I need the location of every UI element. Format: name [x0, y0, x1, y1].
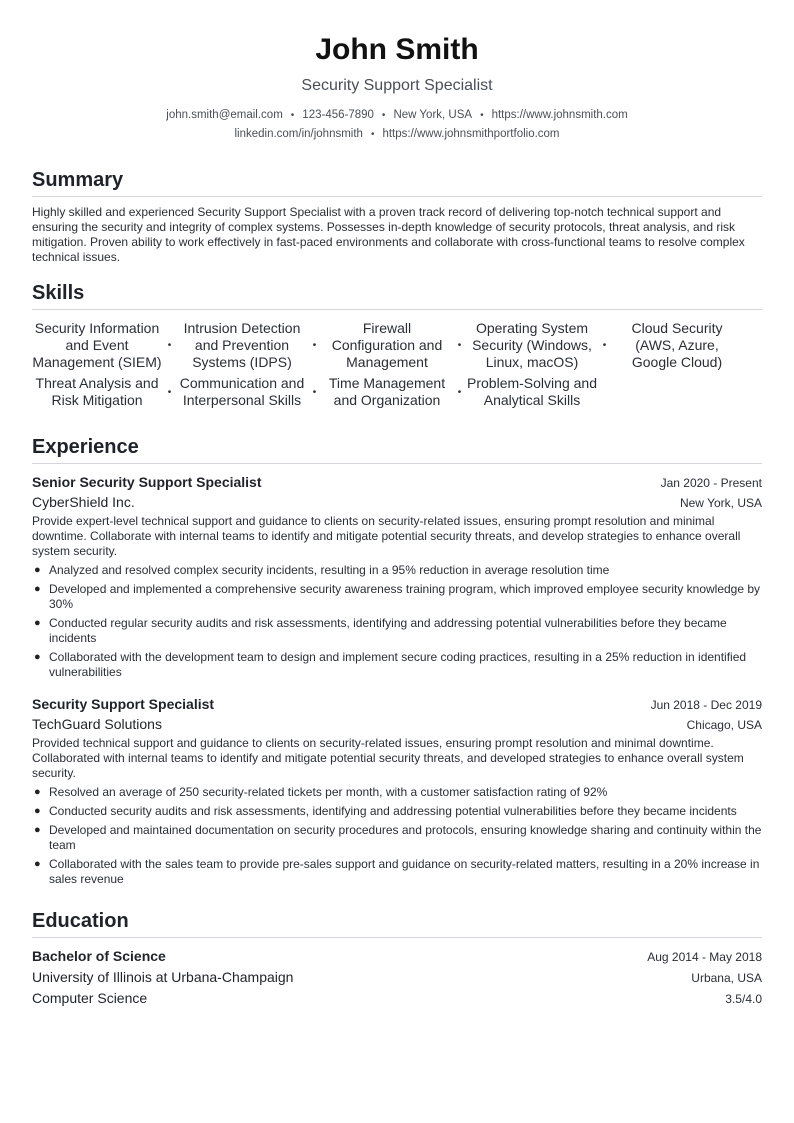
phone-text: 123-456-7890 — [302, 109, 374, 121]
job-achievements — [32, 563, 762, 680]
skill-item: Security Information and Event Management (SIEM) — [32, 320, 162, 370]
contact-separator: • — [480, 110, 484, 121]
list-item — [32, 650, 762, 680]
job-entry — [32, 472, 762, 680]
job-description: Provided technical support and guidance to clients on security-related issues, ensuring prompt resolution and minimal downtime. Collaborated with internal teams to identify and mitigate potential security threats, and developed strategies to enhance overall system security. — [32, 736, 744, 780]
job-header-row — [32, 472, 762, 492]
job-location: New York, USA — [679, 496, 762, 510]
bullet-icon: ● — [34, 786, 41, 798]
bullet-text: Collaborated with the development team to design and implement secure coding practices, resulting in a 25% reduction in identified vulnerabilities — [49, 650, 747, 679]
bullet-text: Conducted security audits and risk assessments, identifying and addressing potential vulnerabilities before they became incidents — [49, 804, 737, 818]
skill-separator: • — [167, 340, 172, 351]
list-item — [32, 857, 762, 887]
list-item — [32, 563, 762, 578]
edu-school: University of Illinois at Urbana-Champaign — [32, 969, 294, 985]
contact-line-2 — [32, 125, 762, 144]
edu-location: Urbana, USA — [691, 971, 762, 985]
portfolio-link[interactable]: https://www.johnsmithportfolio.com — [382, 128, 560, 140]
contact-separator: • — [381, 110, 386, 121]
website-link[interactable]: https://www.johnsmith.com — [491, 109, 628, 121]
bullet-icon: ● — [34, 564, 41, 576]
skills-section — [32, 281, 762, 409]
list-item — [32, 616, 762, 646]
skill-separator: • — [312, 340, 317, 351]
edu-field-row — [32, 988, 762, 1009]
bullet-icon: ● — [34, 858, 41, 870]
contact-separator: • — [370, 129, 375, 140]
skills-list — [32, 320, 762, 409]
summary-text: Highly skilled and experienced Security Support Specialist with a proven track record of delivering top-notch technical support and ensuring the security and integrity of complex systems. Possesses in-depth knowledge of security protocols, threat analysis, and risk mitigation. Proven ability to work effectively in fast-paced environments and collaborate with cross-functional teams to resolve complex technical issues. — [32, 205, 745, 264]
job-company: CyberShield Inc. — [32, 494, 135, 510]
job-entry — [32, 694, 762, 887]
job-description: Provide expert-level technical support and guidance to clients on security-related issues, ensuring prompt resolution and minimal downtime. Collaborate with internal teams to identify and mitigate potential security threats, and develop strategies to enhance overall system security. — [32, 514, 741, 558]
skill-separator: • — [602, 340, 607, 351]
edu-dates: Aug 2014 - May 2018 — [647, 950, 762, 964]
linkedin-link[interactable]: linkedin.com/in/johnsmith — [234, 128, 363, 140]
skill-item: Firewall Configuration and Management — [331, 320, 443, 370]
job-location: Chicago, USA — [686, 718, 762, 732]
bullet-text: Analyzed and resolved complex security incidents, resulting in a 95% reduction in average resolution time — [49, 563, 610, 577]
job-company-row — [32, 492, 762, 512]
bullet-icon: ● — [34, 583, 41, 595]
job-dates: Jun 2018 - Dec 2019 — [650, 698, 762, 712]
education-section — [32, 909, 762, 1009]
bullet-text: Resolved an average of 250 security-related tickets per month, with a customer satisfaction rating of 92% — [49, 785, 608, 799]
skill-separator: • — [312, 386, 317, 398]
skill-item: Problem-Solving and Analytical Skills — [467, 375, 597, 408]
candidate-title: Security Support Specialist — [301, 77, 493, 94]
experience-section — [32, 435, 762, 887]
contact-line-1 — [32, 106, 762, 125]
bullet-text: Developed and maintained documentation on security procedures and protocols, ensuring knowledge sharing and continuity within the team — [49, 823, 762, 852]
location-text: New York, USA — [393, 109, 473, 121]
edu-gpa: 3.5/4.0 — [725, 992, 762, 1006]
summary-heading: Summary — [32, 168, 762, 197]
job-company: TechGuard Solutions — [32, 716, 162, 732]
contact-separator: • — [290, 110, 295, 121]
skill-separator: • — [457, 340, 462, 351]
list-item — [32, 785, 762, 800]
bullet-text: Developed and implemented a comprehensive security awareness training program, which improved employee security knowledge by 30% — [49, 582, 761, 611]
list-item — [32, 582, 762, 612]
skill-separator: • — [167, 386, 172, 398]
skill-item: Threat Analysis and Risk Mitigation — [35, 375, 159, 408]
edu-school-row — [32, 967, 762, 988]
edu-degree: Bachelor of Science — [32, 948, 166, 964]
candidate-name: John Smith — [315, 33, 479, 66]
job-header-row — [32, 694, 762, 714]
job-company-row — [32, 714, 762, 734]
education-entry — [32, 946, 762, 1009]
edu-field: Computer Science — [32, 990, 148, 1006]
skill-item: Time Management and Organization — [328, 375, 446, 408]
bullet-icon: ● — [34, 617, 41, 629]
bullet-icon: ● — [34, 651, 41, 663]
education-heading: Education — [32, 909, 762, 938]
email-link[interactable]: john.smith@email.com — [166, 109, 283, 121]
job-dates: Jan 2020 - Present — [660, 476, 762, 490]
bullet-icon: ● — [34, 824, 41, 836]
bullet-text: Conducted regular security audits and risk assessments, identifying and addressing potential vulnerabilities before they became incidents — [49, 616, 727, 645]
summary-section — [32, 168, 762, 265]
job-role: Security Support Specialist — [32, 696, 215, 712]
skill-item: Operating System Security (Windows, Linux, macOS) — [472, 320, 592, 370]
skill-item: Communication and Interpersonal Skills — [179, 375, 305, 408]
skill-separator: • — [457, 386, 462, 398]
edu-degree-row — [32, 946, 762, 967]
list-item — [32, 823, 762, 853]
resume-header — [32, 30, 762, 144]
skills-heading: Skills — [32, 281, 762, 310]
skill-item: Cloud Security (AWS, Azure, Google Cloud) — [631, 320, 723, 370]
experience-heading: Experience — [32, 435, 762, 464]
job-achievements — [32, 785, 762, 887]
bullet-text: Collaborated with the sales team to provide pre-sales support and guidance on security-related matters, resulting in a 20% increase in sales revenue — [49, 857, 760, 886]
list-item — [32, 804, 762, 819]
bullet-icon: ● — [34, 805, 41, 817]
skill-item: Intrusion Detection and Prevention Systems (IDPS) — [183, 320, 301, 370]
job-role: Senior Security Support Specialist — [32, 474, 262, 490]
